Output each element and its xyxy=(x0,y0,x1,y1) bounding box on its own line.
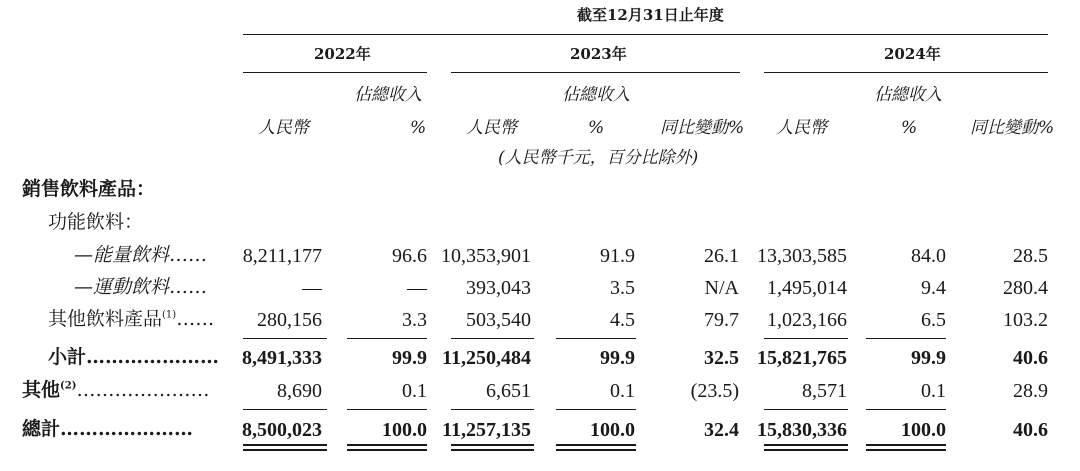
rule-2022 xyxy=(243,72,427,73)
table-cell-r4-c6: 0.1 xyxy=(921,380,946,402)
table-cell-r1-c0: — xyxy=(302,277,322,299)
table-cell-r3-c2: 11,250,484 xyxy=(442,347,531,369)
table-cell-r4-c4: (23.5) xyxy=(690,380,739,402)
total-double-rule-b-c6 xyxy=(764,449,848,451)
table-cell-r0-c5: 13,303,585 xyxy=(757,245,847,267)
total-double-rule-b-c7 xyxy=(866,449,946,451)
rmb-label-2023: 人民幣 xyxy=(466,118,517,138)
table-cell-r2-c4: 79.7 xyxy=(704,309,739,331)
footnote-marker: (1) xyxy=(162,309,177,321)
table-cell-r4-c7: 28.9 xyxy=(1013,380,1048,402)
row-label-others xyxy=(22,381,209,400)
table-cell-r5-c7: 40.6 xyxy=(1013,419,1048,441)
year-2024: 2024年 xyxy=(884,45,941,63)
yoy-label-2024: 同比變動% xyxy=(970,118,1055,138)
table-cell-r4-c2: 6,651 xyxy=(486,380,531,402)
total-top-rule-c4 xyxy=(556,409,636,410)
table-cell-r5-c5: 15,830,336 xyxy=(757,419,847,441)
subtotal-rule-c2 xyxy=(347,338,427,339)
table-cell-r0-c1: 96.6 xyxy=(392,245,427,267)
table-cell-r2-c6: 6.5 xyxy=(921,309,946,331)
pct-label-2023: % xyxy=(588,118,605,138)
row-label-total: 總計………………… xyxy=(22,418,194,440)
table-cell-r2-c5: 1,023,166 xyxy=(767,309,847,331)
pct-label-2022: % xyxy=(410,118,427,138)
table-cell-r0-c2: 10,353,901 xyxy=(441,245,531,267)
table-cell-r1-c5: 1,495,014 xyxy=(767,277,847,299)
row-label-text: 其他 xyxy=(22,379,61,401)
table-cell-r0-c7: 28.5 xyxy=(1013,245,1048,267)
total-double-rule-a-c2 xyxy=(347,444,427,446)
table-cell-r4-c3: 0.1 xyxy=(610,380,635,402)
table-cell-r1-c4: N/A xyxy=(704,277,739,299)
header-top-rule xyxy=(243,34,1048,35)
table-cell-r2-c3: 4.5 xyxy=(610,309,635,331)
table-cell-r2-c2: 503,540 xyxy=(466,309,531,331)
row-label-sports: —運動飲料…… xyxy=(74,276,208,298)
yoy-label-2023: 同比變動% xyxy=(660,118,745,138)
subtotal-rule-c6 xyxy=(764,338,848,339)
total-double-rule-b-c3 xyxy=(451,449,534,451)
table-cell-r1-c7: 280.4 xyxy=(1003,277,1048,299)
leader-dots: …… xyxy=(176,308,215,330)
total-double-rule-a-c1 xyxy=(243,444,327,446)
rule-2024 xyxy=(764,72,1048,73)
table-cell-r0-c6: 84.0 xyxy=(911,245,946,267)
total-double-rule-b-c1 xyxy=(243,449,327,451)
table-cell-r2-c7: 103.2 xyxy=(1003,309,1048,331)
total-double-rule-b-c4 xyxy=(556,449,636,451)
table-cell-r3-c6: 99.9 xyxy=(911,347,946,369)
table-cell-r4-c1: 0.1 xyxy=(402,380,427,402)
total-double-rule-a-c3 xyxy=(451,444,534,446)
subtotal-rule-c7 xyxy=(866,338,946,339)
table-cell-r5-c3: 100.0 xyxy=(590,419,635,441)
table-cell-r3-c0: 8,491,333 xyxy=(242,347,322,369)
row-label-text: 其他飲料產品 xyxy=(48,308,163,330)
rev-pct-label-2022: 佔總收入 xyxy=(354,85,422,105)
rev-pct-label-2024: 佔總收入 xyxy=(874,85,942,105)
sales-section-title: 銷售飲料產品： xyxy=(22,178,156,200)
year-2022: 2022年 xyxy=(314,45,371,63)
subtotal-rule-c4 xyxy=(556,338,636,339)
table-cell-r5-c1: 100.0 xyxy=(382,419,427,441)
total-top-rule-c6 xyxy=(764,409,848,410)
table-cell-r1-c3: 3.5 xyxy=(610,277,635,299)
total-double-rule-a-c6 xyxy=(764,444,848,446)
year-2023: 2023年 xyxy=(570,45,627,63)
table-cell-r4-c5: 8,571 xyxy=(802,380,847,402)
total-top-rule-c3 xyxy=(451,409,534,410)
unit-note: (人民幣千元，百分比除外) xyxy=(498,148,699,168)
table-cell-r3-c5: 15,821,765 xyxy=(757,347,847,369)
table-cell-r1-c1: — xyxy=(407,277,427,299)
pct-label-2024: % xyxy=(901,118,918,138)
total-top-rule-c7 xyxy=(866,409,946,410)
period-title: 截至12月31日止年度 xyxy=(577,6,724,24)
total-double-rule-b-c2 xyxy=(347,449,427,451)
rev-pct-label-2023: 佔總收入 xyxy=(562,85,630,105)
total-double-rule-a-c4 xyxy=(556,444,636,446)
row-label-other-beverage xyxy=(48,310,214,329)
table-cell-r0-c0: 8,211,177 xyxy=(242,245,322,267)
table-cell-r3-c1: 99.9 xyxy=(392,347,427,369)
rmb-label-2022: 人民幣 xyxy=(258,118,309,138)
table-cell-r3-c4: 32.5 xyxy=(704,347,739,369)
table-cell-r1-c2: 393,043 xyxy=(466,277,531,299)
leader-dots: ………………… xyxy=(76,379,210,401)
table-cell-r1-c6: 9.4 xyxy=(921,277,946,299)
row-label-energy: —能量飲料…… xyxy=(74,244,208,266)
total-double-rule-a-c7 xyxy=(866,444,946,446)
table-cell-r5-c4: 32.4 xyxy=(704,419,739,441)
table-cell-r0-c3: 91.9 xyxy=(600,245,635,267)
table-cell-r0-c4: 26.1 xyxy=(704,245,739,267)
table-cell-r2-c1: 3.3 xyxy=(402,309,427,331)
functional-section-title: 功能飲料： xyxy=(48,211,144,233)
table-cell-r5-c6: 100.0 xyxy=(901,419,946,441)
table-cell-r3-c7: 40.6 xyxy=(1013,347,1048,369)
table-cell-r5-c0: 8,500,023 xyxy=(242,419,322,441)
table-cell-r4-c0: 8,690 xyxy=(277,380,322,402)
rule-2023 xyxy=(451,72,740,73)
total-top-rule-c1 xyxy=(243,409,327,410)
footnote-marker: (2) xyxy=(60,380,77,392)
rmb-label-2024: 人民幣 xyxy=(776,118,827,138)
total-top-rule-c2 xyxy=(347,409,427,410)
subtotal-rule-c1 xyxy=(243,338,327,339)
table-cell-r3-c3: 99.9 xyxy=(600,347,635,369)
table-cell-r5-c2: 11,257,135 xyxy=(442,419,531,441)
row-label-subtotal: 小計………………… xyxy=(48,346,220,368)
subtotal-rule-c3 xyxy=(451,338,534,339)
table-cell-r2-c0: 280,156 xyxy=(257,309,322,331)
